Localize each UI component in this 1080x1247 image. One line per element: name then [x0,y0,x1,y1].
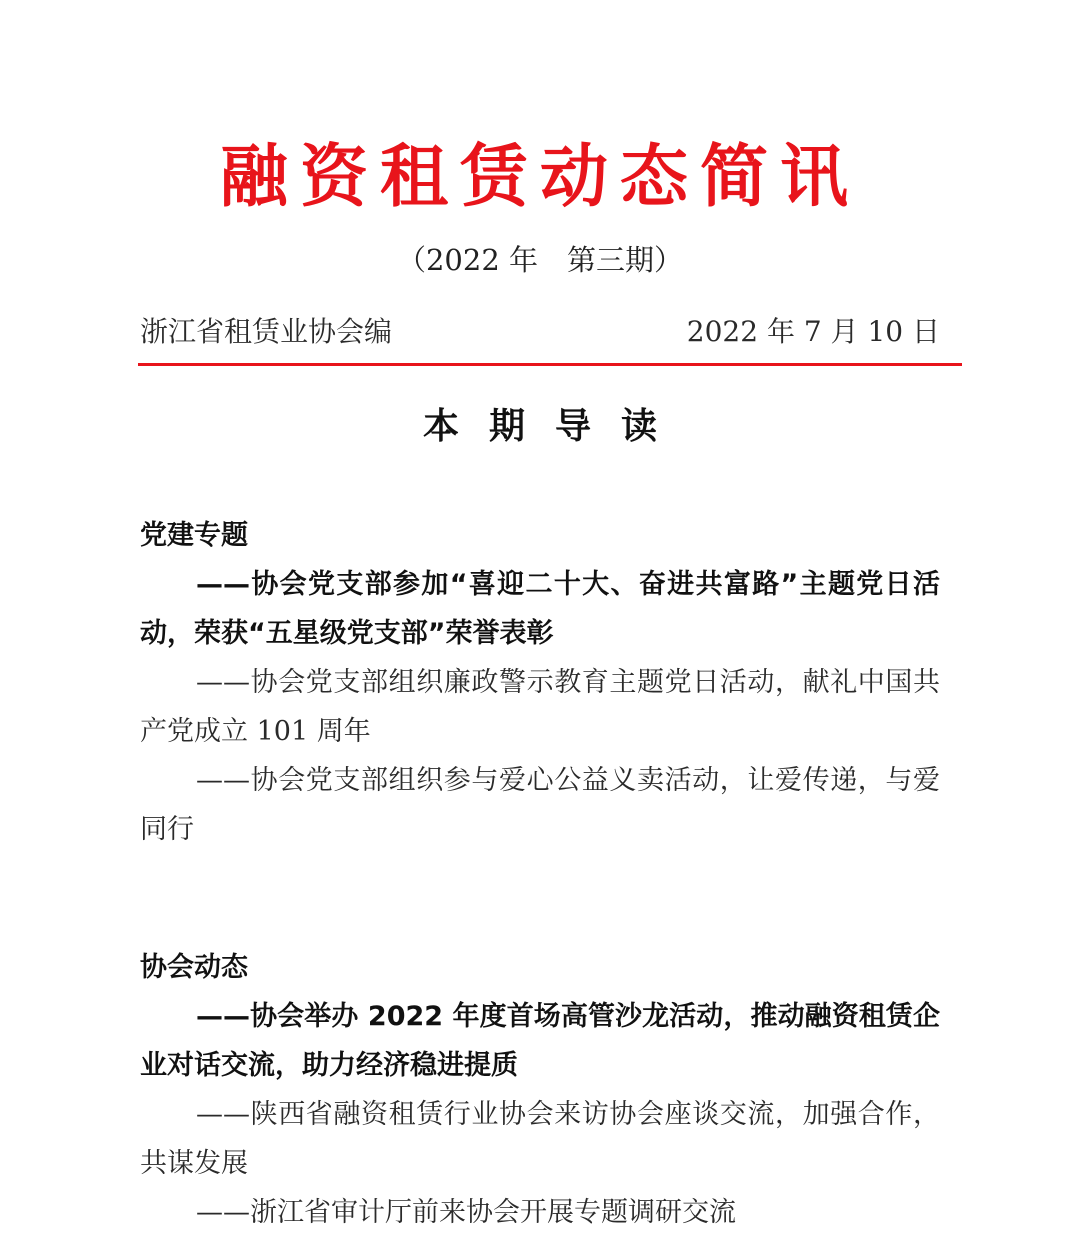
toc-item[interactable]: ——协会党支部参加“喜迎二十大、奋进共富路”主题党日活动，荣获“五星级党支部”荣誉表彰 [140,569,940,649]
editor-label: 浙江省租赁业协会编 [140,315,393,348]
section-heading: 协会动态 [140,952,248,983]
masthead-title: 融资租赁动态简讯 [219,138,860,217]
publication-meta [140,312,940,352]
publish-date: 2022 年 7 月 10 日 [686,315,940,348]
toc-title: 本期导读 [422,406,687,447]
section-heading: 党建专题 [140,520,248,551]
section-party-building [140,512,940,854]
issue-number: （2022 年 第三期） [396,243,684,277]
toc-item[interactable]: ——协会举办 2022 年度首场高管沙龙活动，推动融资租赁企业对话交流，助力经济稳进提质 [140,1001,940,1081]
toc-item[interactable]: ——浙江省审计厅前来协会开展专题调研交流 [196,1197,736,1228]
section-association-news [140,944,940,1237]
toc-item[interactable]: ——协会党支部组织廉政警示教育主题党日活动，献礼中国共产党成立 101 周年 [140,667,940,747]
header-divider [138,363,962,366]
toc-item[interactable]: ——协会党支部组织参与爱心公益义卖活动，让爱传递，与爱同行 [140,765,940,845]
toc-item[interactable]: ——陕西省融资租赁行业协会来访协会座谈交流，加强合作，共谋发展 [140,1099,940,1179]
